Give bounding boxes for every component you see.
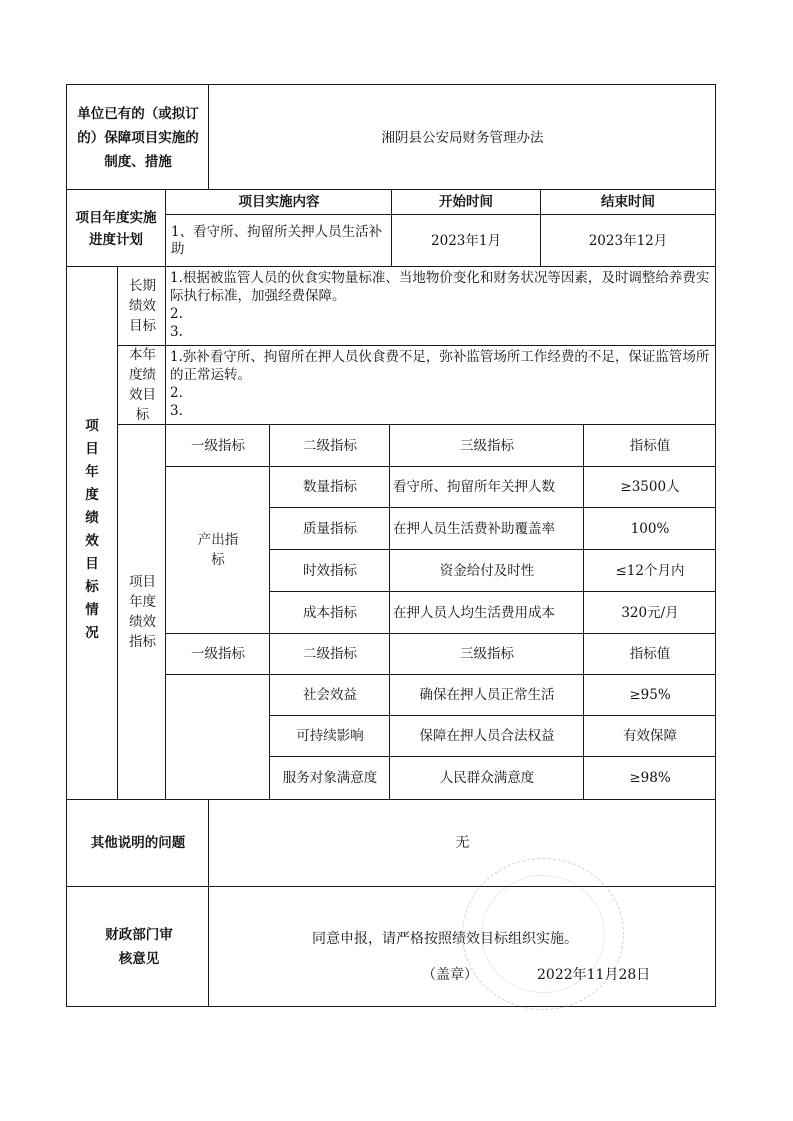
divider (117, 266, 118, 800)
output-level3: 资金给付及时性 (439, 562, 535, 579)
header-level3: 三级指标 (460, 437, 514, 454)
schedule-end: 2023年12月 (588, 232, 668, 249)
header-level1: 一级指标 (191, 437, 245, 454)
measures-label: 单位已有的（或拟订的）保障项目实施的制度、措施 (77, 106, 199, 170)
goals-section-label: 项目年度绩效目标情况 (85, 418, 99, 641)
schedule-start: 2023年1月 (431, 232, 501, 249)
output-value: 100% (630, 520, 670, 537)
other-value: 无 (455, 835, 470, 851)
annual-item: 2. (170, 385, 183, 401)
effect-value: ≥98% (629, 770, 671, 786)
output-level3: 在押人员生活费补助覆盖率 (393, 520, 555, 537)
header-value: 指标值 (629, 646, 671, 662)
header-level3: 三级指标 (460, 646, 514, 662)
annual-goals (168, 347, 714, 423)
output-level2: 时效指标 (303, 562, 357, 579)
effect-value: ≥95% (629, 687, 671, 703)
effect-level2: 社会效益 (303, 687, 357, 703)
effect-level2: 可持续影响 (296, 728, 364, 744)
output-value: ≤12个月内 (615, 562, 685, 579)
long-term-label: 长期绩效目标 (129, 278, 156, 334)
long-term-goals (168, 268, 714, 344)
header-level2: 二级指标 (303, 437, 357, 454)
border-top (66, 84, 716, 85)
header-value: 指标值 (629, 437, 671, 454)
effect-value: 有效保障 (623, 728, 677, 744)
effect-level2: 服务对象满意度 (282, 770, 378, 786)
schedule-header-end: 结束时间 (601, 193, 655, 210)
effect-label (167, 676, 269, 798)
annual-label: 本年度绩效目标 (129, 347, 156, 423)
output-level2: 成本指标 (303, 604, 357, 621)
schedule-label: 项目年度实施进度计划 (75, 209, 157, 248)
indicators-label: 项目年度绩效指标 (129, 574, 156, 650)
annual-item: 3. (170, 403, 183, 419)
output-level2: 质量指标 (303, 520, 357, 537)
schedule-header-start: 开始时间 (439, 193, 493, 210)
finance-opinion: 同意申报，请严格按照绩效目标组织实施。 (312, 930, 578, 947)
long-term-item: 3. (170, 324, 183, 340)
annual-item: 1.弥补看守所、拘留所在押人员伙食费不足，弥补监管场所工作经费的不足，保证监管场所的正常运转。 (170, 349, 710, 383)
schedule-header-content: 项目实施内容 (238, 193, 320, 210)
header-level2: 二级指标 (303, 646, 357, 662)
seal-note: （盖章） (422, 966, 478, 983)
output-level3: 看守所、拘留所年关押人数 (393, 479, 555, 495)
output-label: 产出指标 (197, 532, 239, 568)
approval-date: 2022年11月28日 (537, 966, 651, 983)
other-label: 其他说明的问题 (90, 835, 186, 851)
effect-level3: 确保在押人员正常生活 (419, 687, 555, 703)
measures-content: 湘阴县公安局财务管理办法 (381, 129, 544, 146)
effect-level3: 人民群众满意度 (439, 770, 535, 786)
header-level1: 一级指标 (191, 646, 245, 662)
output-level2: 数量指标 (303, 479, 357, 495)
finance-label: 财政部门审核意见 (105, 927, 173, 967)
output-level3: 在押人员人均生活费用成本 (393, 604, 555, 621)
output-value: ≥3500人 (620, 479, 680, 495)
border-bottom (66, 1006, 716, 1007)
output-value: 320元/月 (621, 604, 679, 621)
effect-level3: 保障在押人员合法权益 (419, 728, 555, 744)
long-term-item: 2. (170, 306, 183, 322)
long-term-item: 1.根据被监管人员的伙食实物量标准、当地物价变化和财务状况等因素，及时调整给养费实际执行标准，加强经费保障。 (170, 270, 710, 304)
schedule-content: 1、看守所、拘留所关押人员生活补助 (171, 224, 383, 257)
border-right (715, 84, 716, 1007)
